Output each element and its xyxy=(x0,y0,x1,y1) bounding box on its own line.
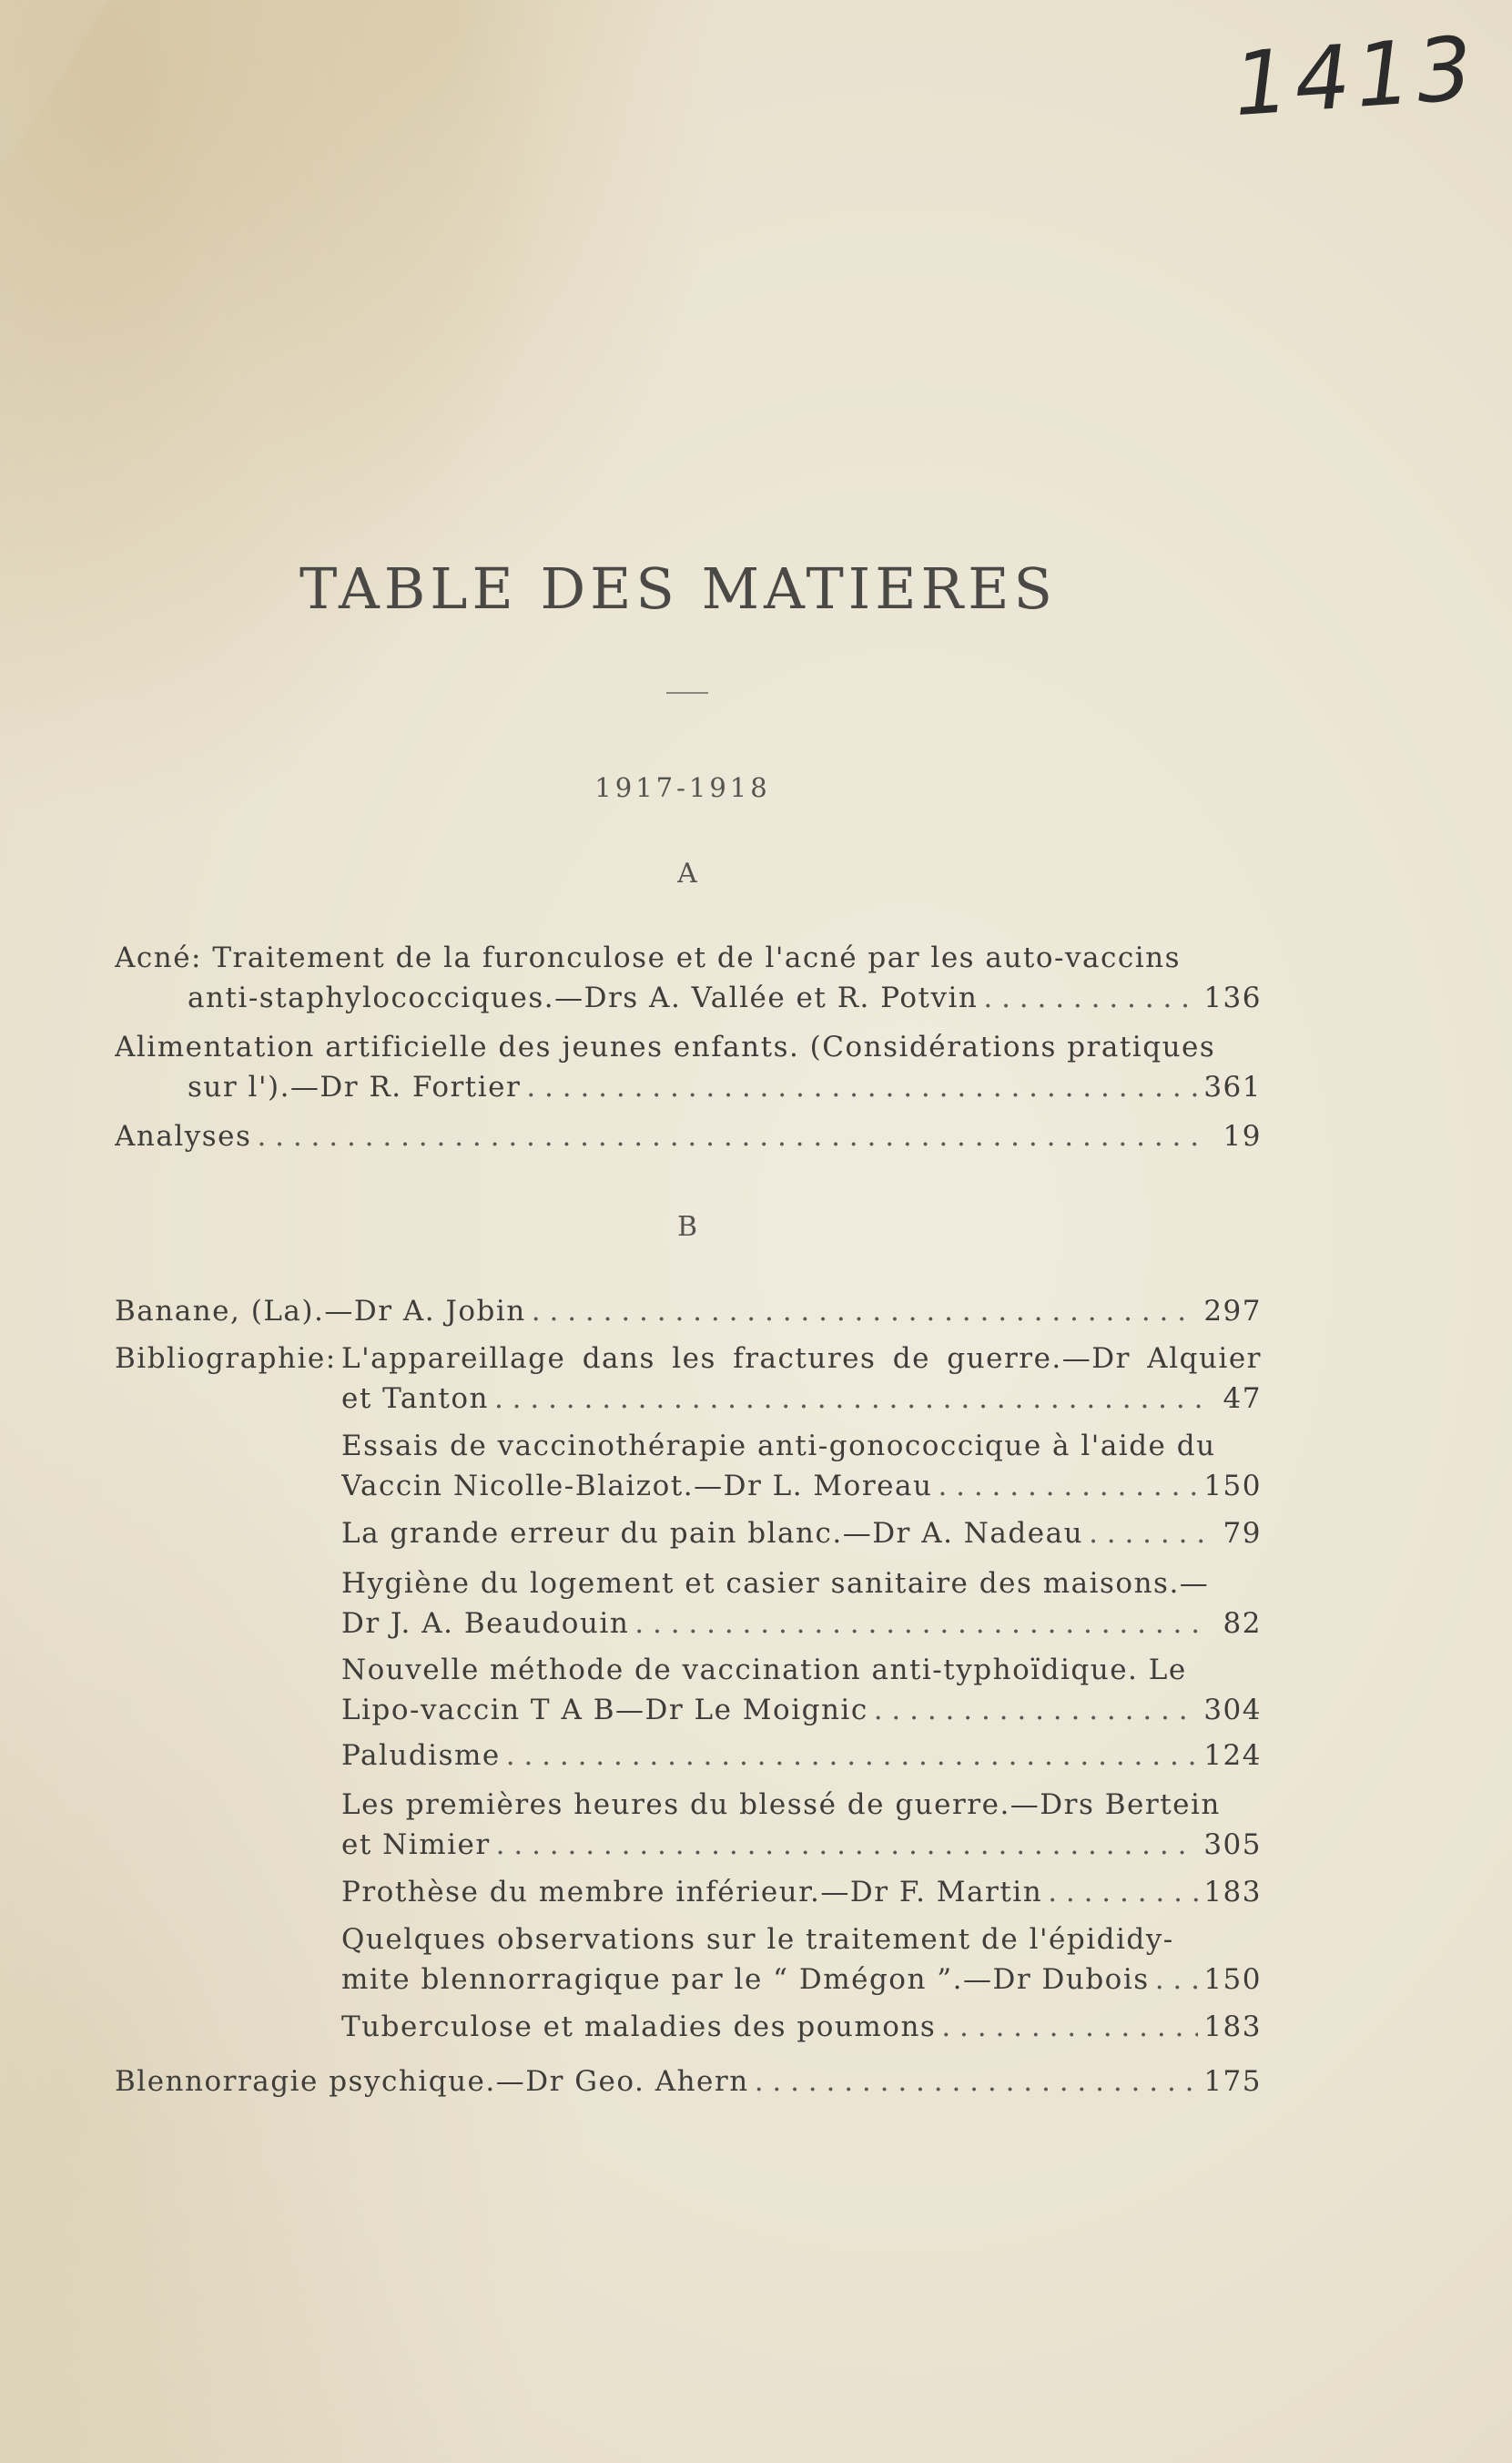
entry-line xyxy=(115,938,1262,978)
dot-leader xyxy=(494,1379,1205,1419)
entry-line xyxy=(115,1379,1262,1419)
dot-leader xyxy=(874,1690,1199,1730)
entry-line xyxy=(341,2007,1262,2047)
entry-title: Acné: Traitement de la furonculose et de l'acné par les auto-vaccins xyxy=(115,941,1181,974)
entry-line xyxy=(341,1513,1262,1553)
page-number: 150 xyxy=(1203,1963,1262,1996)
handwritten-annotation: 1413 xyxy=(1230,16,1481,137)
page-title: TABLE DES MATIERES xyxy=(299,555,1057,622)
dot-leader xyxy=(1155,1959,1199,2000)
page-number: 47 xyxy=(1223,1382,1262,1415)
page-number: 124 xyxy=(1203,1739,1262,1772)
entry-line xyxy=(115,2061,1262,2102)
entry-line xyxy=(341,1466,1262,1506)
dot-leader xyxy=(532,1291,1199,1331)
bibliography-item xyxy=(341,2007,1262,2047)
page-stain xyxy=(0,0,109,173)
entry-line xyxy=(341,1603,1262,1644)
dot-leader xyxy=(257,1116,1205,1156)
page-number: 304 xyxy=(1203,1694,1262,1726)
bibliography-item xyxy=(341,1919,1262,2000)
page-number: 136 xyxy=(1203,982,1262,1014)
page-number: 79 xyxy=(1223,1517,1262,1550)
entry-line xyxy=(115,978,1262,1018)
dot-leader xyxy=(1048,1872,1198,1912)
entry-title-continued: et Tanton xyxy=(341,1382,489,1415)
entry-line xyxy=(341,1735,1262,1776)
toc-entry-acne xyxy=(115,938,1262,1018)
dot-leader xyxy=(941,2007,1198,2047)
volume-years: 1917-1918 xyxy=(594,772,771,803)
entry-title-continued: sur l').—Dr R. Fortier xyxy=(188,1071,522,1104)
bibliography-item xyxy=(341,1650,1262,1730)
page-number: 297 xyxy=(1203,1295,1262,1328)
entry-line xyxy=(341,1959,1262,2000)
dot-leader xyxy=(506,1735,1199,1776)
page-number: 305 xyxy=(1203,1828,1262,1861)
entry-line xyxy=(115,1116,1262,1156)
dot-leader xyxy=(496,1825,1199,1865)
entry-title: Les premières heures du blessé de guerre.—Drs Bertein xyxy=(341,1788,1221,1821)
entry-title: Blennorragie psychique.—Dr Geo. Ahern xyxy=(115,2065,749,2098)
page-number: 183 xyxy=(1203,2010,1262,2043)
dot-leader xyxy=(1089,1513,1205,1553)
bibliography-item xyxy=(341,1426,1262,1506)
dot-leader xyxy=(755,2061,1199,2102)
entry-title: Tuberculose et maladies des poumons xyxy=(341,2010,937,2043)
dot-leader xyxy=(983,978,1198,1018)
entry-title: Hygiène du logement et casier sanitaire des maisons.— xyxy=(341,1567,1210,1600)
entry-title: Banane, (La).—Dr A. Jobin xyxy=(115,1295,526,1328)
page-number: 19 xyxy=(1223,1120,1262,1153)
entry-title: L'appareillage dans les fractures de guerre.—Dr Alquier xyxy=(341,1342,1262,1375)
entry-title-continued: et Nimier xyxy=(341,1828,491,1861)
bibliography-item xyxy=(341,1872,1262,1912)
toc-entry-banane xyxy=(115,1291,1262,1331)
dot-leader xyxy=(938,1466,1198,1506)
entry-line xyxy=(341,1919,1262,1959)
entry-title: Quelques observations sur le traitement de l'épididy- xyxy=(341,1923,1174,1956)
section-letter-b: B xyxy=(676,1211,698,1243)
toc-entry-blennorragie xyxy=(115,2061,1262,2102)
entry-title: Essais de vaccinothérapie anti-gonococcique à l'aide du xyxy=(341,1430,1216,1462)
entry-line xyxy=(341,1690,1262,1730)
entry-title-continued: Dr J. A. Beaudouin xyxy=(341,1607,630,1640)
page-number: 183 xyxy=(1203,1876,1262,1908)
entry-line xyxy=(341,1426,1262,1466)
toc-entry-analyses xyxy=(115,1116,1262,1156)
toc-entry-bibliographie xyxy=(115,1338,1262,1419)
title-divider xyxy=(666,692,708,694)
bibliography-item xyxy=(341,1513,1262,1553)
bibliography-item xyxy=(341,1785,1262,1865)
entry-line xyxy=(341,1563,1262,1603)
entry-line xyxy=(341,1650,1262,1690)
entry-heading: Bibliographie: xyxy=(115,1342,337,1375)
bibliography-item xyxy=(341,1735,1262,1776)
entry-line xyxy=(115,1027,1262,1067)
entry-title: Nouvelle méthode de vaccination anti-typhoïdique. Le xyxy=(341,1654,1187,1686)
entry-title: Prothèse du membre inférieur.—Dr F. Martin xyxy=(341,1876,1043,1908)
entry-line xyxy=(115,1338,1262,1379)
entry-line xyxy=(115,1067,1262,1107)
entry-title-continued: mite blennorragique par le “ Dmégon ”.—Dr Dubois xyxy=(341,1963,1150,1996)
entry-line xyxy=(115,1291,1262,1331)
entry-title: Analyses xyxy=(115,1120,252,1153)
entry-title-continued: Vaccin Nicolle-Blaizot.—Dr L. Moreau xyxy=(341,1470,933,1502)
entry-title-continued: anti-staphylococciques.—Drs A. Vallée et R. Potvin xyxy=(188,982,979,1014)
entry-line xyxy=(341,1872,1262,1912)
page-number: 361 xyxy=(1203,1071,1262,1104)
page-number: 175 xyxy=(1203,2065,1262,2098)
page-number: 150 xyxy=(1203,1470,1262,1502)
page-number: 82 xyxy=(1223,1607,1262,1640)
entry-title: Alimentation artificielle des jeunes enfants. (Considérations pratiques xyxy=(115,1031,1216,1064)
entry-line xyxy=(341,1785,1262,1825)
dot-leader xyxy=(526,1067,1198,1107)
entry-title-continued: Lipo-vaccin T A B—Dr Le Moignic xyxy=(341,1694,868,1726)
entry-title: Paludisme xyxy=(341,1739,501,1772)
toc-entry-alimentation xyxy=(115,1027,1262,1107)
section-letter-a: A xyxy=(677,858,697,890)
dot-leader xyxy=(634,1603,1205,1644)
entry-line xyxy=(341,1825,1262,1865)
entry-title: La grande erreur du pain blanc.—Dr A. Nadeau xyxy=(341,1517,1084,1550)
bibliography-item xyxy=(341,1563,1262,1644)
